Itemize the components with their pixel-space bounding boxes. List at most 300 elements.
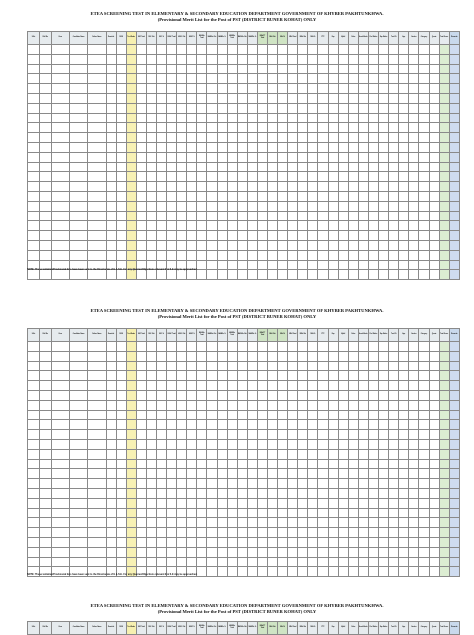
table-cell (409, 231, 419, 241)
table-cell (167, 351, 177, 361)
table-cell (358, 400, 368, 410)
table-cell (419, 430, 429, 440)
table-cell (399, 221, 409, 231)
table-cell (358, 528, 368, 538)
table-cell (449, 84, 459, 94)
table-cell (439, 361, 449, 371)
table-cell (177, 390, 187, 400)
table-cell (439, 142, 449, 152)
table-cell (419, 84, 429, 94)
table-cell (207, 342, 217, 352)
table-cell (126, 172, 136, 182)
table-cell (187, 488, 197, 498)
table-cell (28, 270, 40, 280)
table-cell (278, 74, 288, 84)
table-cell (439, 567, 449, 577)
table-cell (268, 498, 278, 508)
table-cell (51, 240, 69, 250)
table-cell (298, 84, 308, 94)
table-cell (368, 93, 378, 103)
table-cell (39, 400, 51, 410)
table-cell (156, 182, 166, 192)
table-cell (207, 439, 217, 449)
table-cell (439, 211, 449, 221)
table-cell (187, 182, 197, 192)
table-cell (348, 508, 358, 518)
column-header: BEd/CT Total (257, 329, 267, 342)
table-cell (177, 557, 187, 567)
table-cell (358, 93, 368, 103)
table-cell (146, 557, 156, 567)
table-cell (298, 103, 308, 113)
table-cell (69, 231, 87, 241)
table-cell (51, 361, 69, 371)
table-cell (237, 211, 247, 221)
table-cell (116, 133, 126, 143)
table-cell (106, 133, 116, 143)
table-cell (439, 270, 449, 280)
table-cell (116, 547, 126, 557)
table-cell (368, 567, 378, 577)
table-cell (379, 45, 389, 55)
document-title: ETEA SCREENING TEST IN ELEMENTARY & SECONDARY EDUCATION DEPARTMENT GOVERNMENT OF KHYBER PAKHTUNKHWA. (90, 603, 384, 608)
table-cell (217, 381, 227, 391)
table-cell (409, 498, 419, 508)
table-cell (69, 54, 87, 64)
table-cell (69, 469, 87, 479)
table-cell (368, 133, 378, 143)
table-cell (449, 54, 459, 64)
table-cell (136, 64, 146, 74)
table-cell (207, 221, 217, 231)
table-cell (156, 250, 166, 260)
table-cell (429, 430, 439, 440)
column-header: BEd Obt (268, 329, 278, 342)
column-header: BA/BSc % (217, 329, 227, 342)
table-cell (237, 420, 247, 430)
table-row (28, 250, 460, 260)
table-cell (28, 498, 40, 508)
table-cell (399, 260, 409, 270)
table-cell (106, 400, 116, 410)
table-cell (298, 469, 308, 479)
table-cell (207, 557, 217, 567)
table-cell (88, 371, 106, 381)
table-row (28, 74, 460, 84)
table-cell (409, 133, 419, 143)
column-header: Acad Marks (358, 329, 368, 342)
table-cell (328, 103, 338, 113)
table-cell (298, 351, 308, 361)
table-cell (439, 488, 449, 498)
table-cell (409, 488, 419, 498)
table-cell (338, 54, 348, 64)
table-cell (51, 221, 69, 231)
table-cell (28, 342, 40, 352)
table-row (28, 469, 460, 479)
table-cell (368, 64, 378, 74)
table-cell (146, 142, 156, 152)
table-cell (136, 439, 146, 449)
table-cell (379, 361, 389, 371)
table-cell (69, 449, 87, 459)
table-cell (69, 488, 87, 498)
table-cell (207, 54, 217, 64)
table-cell (338, 371, 348, 381)
table-cell (379, 420, 389, 430)
table-cell (389, 231, 399, 241)
table-cell (146, 547, 156, 557)
table-cell (167, 191, 177, 201)
table-cell (288, 240, 298, 250)
table-cell (88, 420, 106, 430)
table-cell (28, 45, 40, 55)
table-cell (328, 459, 338, 469)
table-cell (439, 381, 449, 391)
table-cell (146, 342, 156, 352)
table-cell (257, 537, 267, 547)
table-cell (379, 351, 389, 361)
table-row (28, 123, 460, 133)
table-cell (358, 103, 368, 113)
table-cell (429, 371, 439, 381)
table-cell (368, 557, 378, 567)
table-cell (69, 342, 87, 352)
column-header: SSC Total (136, 329, 146, 342)
column-header: Gender (409, 329, 419, 342)
table-cell (298, 371, 308, 381)
table-cell (28, 547, 40, 557)
table-cell (136, 430, 146, 440)
merit-table (27, 328, 460, 577)
table-cell (146, 133, 156, 143)
table-cell (429, 351, 439, 361)
table-cell (278, 410, 288, 420)
table-cell (51, 410, 69, 420)
table-cell (338, 260, 348, 270)
column-header: Father Name (88, 329, 106, 342)
table-cell (257, 430, 267, 440)
table-cell (348, 240, 358, 250)
table-cell (429, 162, 439, 172)
table-cell (449, 479, 459, 489)
table-cell (88, 240, 106, 250)
table-cell (348, 142, 358, 152)
table-cell (278, 390, 288, 400)
table-cell (227, 528, 237, 538)
table-cell (328, 64, 338, 74)
table-cell (399, 74, 409, 84)
table-cell (368, 201, 378, 211)
table-cell (318, 449, 328, 459)
table-cell (177, 381, 187, 391)
table-cell (106, 45, 116, 55)
table-cell (389, 113, 399, 123)
table-cell (177, 342, 187, 352)
column-header: Gender (409, 622, 419, 635)
table-cell (69, 400, 87, 410)
table-cell (51, 430, 69, 440)
table-cell (69, 201, 87, 211)
table-cell (207, 113, 217, 123)
table-cell (449, 351, 459, 361)
table-cell (167, 142, 177, 152)
table-cell (237, 191, 247, 201)
table-cell (278, 351, 288, 361)
table-cell (288, 508, 298, 518)
table-cell (126, 93, 136, 103)
table-cell (318, 221, 328, 231)
table-cell (146, 518, 156, 528)
table-cell (116, 449, 126, 459)
table-cell (409, 469, 419, 479)
table-cell (429, 361, 439, 371)
table-cell (298, 439, 308, 449)
table-cell (177, 133, 187, 143)
table-cell (187, 528, 197, 538)
table-cell (247, 488, 257, 498)
table-cell (51, 93, 69, 103)
table-cell (348, 231, 358, 241)
table-cell (247, 231, 257, 241)
column-header: Mphil (338, 622, 348, 635)
table-cell (379, 400, 389, 410)
table-cell (257, 54, 267, 64)
table-cell (247, 361, 257, 371)
table-cell (288, 260, 298, 270)
table-cell (126, 508, 136, 518)
table-cell (439, 430, 449, 440)
table-cell (278, 211, 288, 221)
table-cell (69, 528, 87, 538)
table-cell (156, 439, 166, 449)
table-cell (328, 400, 338, 410)
table-cell (318, 469, 328, 479)
column-header: MEd % (308, 32, 318, 45)
table-cell (358, 172, 368, 182)
table-cell (69, 142, 87, 152)
table-cell (28, 74, 40, 84)
merit-table (27, 621, 460, 635)
column-header: Candidate Name (69, 32, 87, 45)
table-cell (288, 93, 298, 103)
table-cell (268, 390, 278, 400)
table-cell (177, 93, 187, 103)
table-cell (419, 498, 429, 508)
table-cell (217, 152, 227, 162)
table-cell (399, 93, 409, 103)
table-cell (268, 182, 278, 192)
table-cell (439, 74, 449, 84)
table-cell (379, 182, 389, 192)
table-cell (106, 381, 116, 391)
table-cell (328, 231, 338, 241)
table-cell (318, 113, 328, 123)
table-cell (146, 231, 156, 241)
table-cell (368, 45, 378, 55)
table-cell (207, 390, 217, 400)
table-cell (207, 133, 217, 143)
table-cell (419, 547, 429, 557)
table-row (28, 201, 460, 211)
table-cell (227, 439, 237, 449)
table-cell (187, 74, 197, 84)
table-cell (419, 74, 429, 84)
table-cell (257, 231, 267, 241)
table-cell (197, 211, 207, 221)
table-cell (146, 64, 156, 74)
table-cell (247, 498, 257, 508)
table-cell (298, 410, 308, 420)
table-cell (227, 54, 237, 64)
table-cell (88, 557, 106, 567)
table-cell (51, 400, 69, 410)
table-cell (338, 270, 348, 280)
table-cell (288, 45, 298, 55)
table-cell (106, 182, 116, 192)
table-cell (126, 123, 136, 133)
table-cell (156, 74, 166, 84)
table-cell (278, 381, 288, 391)
table-cell (278, 479, 288, 489)
table-cell (217, 201, 227, 211)
table-cell (227, 371, 237, 381)
table-cell (237, 557, 247, 567)
column-header: Age (399, 622, 409, 635)
table-cell (268, 93, 278, 103)
table-cell (207, 410, 217, 420)
table-cell (207, 351, 217, 361)
table-cell (116, 123, 126, 133)
table-row (28, 449, 460, 459)
table-cell (69, 351, 87, 361)
table-cell (39, 508, 51, 518)
column-header: BEd/CT Total (257, 32, 267, 45)
table-cell (298, 201, 308, 211)
table-cell (338, 123, 348, 133)
column-header: Roll No (39, 329, 51, 342)
table-cell (308, 201, 318, 211)
table-cell (136, 250, 146, 260)
table-cell (278, 162, 288, 172)
table-cell (429, 54, 439, 64)
table-row (28, 498, 460, 508)
table-cell (368, 103, 378, 113)
table-cell (187, 93, 197, 103)
table-cell (288, 113, 298, 123)
table-cell (419, 172, 429, 182)
table-cell (247, 64, 257, 74)
table-cell (28, 231, 40, 241)
table-cell (318, 260, 328, 270)
table-cell (247, 567, 257, 577)
table-cell (257, 459, 267, 469)
table-cell (348, 459, 358, 469)
table-cell (167, 488, 177, 498)
table-cell (399, 103, 409, 113)
table-cell (348, 191, 358, 201)
table-cell (449, 93, 459, 103)
table-cell (419, 400, 429, 410)
column-header: Test Wt (389, 622, 399, 635)
table-cell (39, 152, 51, 162)
table-cell (449, 390, 459, 400)
table-cell (136, 162, 146, 172)
table-cell (177, 371, 187, 381)
table-cell (177, 400, 187, 410)
table-cell (207, 250, 217, 260)
table-cell (156, 469, 166, 479)
table-cell (358, 182, 368, 192)
table-cell (328, 162, 338, 172)
table-cell (136, 231, 146, 241)
table-cell (318, 182, 328, 192)
table-cell (318, 430, 328, 440)
table-cell (217, 142, 227, 152)
table-cell (328, 557, 338, 567)
table-cell (257, 410, 267, 420)
table-cell (126, 64, 136, 74)
table-cell (409, 270, 419, 280)
table-cell (449, 142, 459, 152)
table-cell (298, 240, 308, 250)
table-cell (278, 172, 288, 182)
table-cell (126, 439, 136, 449)
table-cell (167, 201, 177, 211)
table-cell (318, 84, 328, 94)
table-cell (257, 557, 267, 567)
table-cell (429, 528, 439, 538)
table-cell (449, 201, 459, 211)
table-cell (379, 270, 389, 280)
column-header: SSC % (156, 622, 166, 635)
table-cell (177, 191, 187, 201)
table-cell (106, 211, 116, 221)
table-cell (399, 459, 409, 469)
table-cell (197, 172, 207, 182)
table-cell (69, 498, 87, 508)
table-cell (257, 361, 267, 371)
column-header: Quota (429, 329, 439, 342)
table-cell (409, 142, 419, 152)
table-cell (237, 74, 247, 84)
table-cell (39, 211, 51, 221)
table-cell (278, 449, 288, 459)
table-cell (318, 152, 328, 162)
table-cell (358, 557, 368, 567)
column-header: MA/MSc Obt (237, 622, 247, 635)
column-header: Roll No (39, 32, 51, 45)
table-cell (146, 361, 156, 371)
table-cell (167, 459, 177, 469)
table-cell (257, 113, 267, 123)
table-cell (288, 123, 298, 133)
table-cell (449, 240, 459, 250)
table-cell (69, 74, 87, 84)
table-cell (318, 103, 328, 113)
table-cell (288, 528, 298, 538)
table-cell (409, 240, 419, 250)
table-cell (449, 537, 459, 547)
table-cell (419, 201, 429, 211)
table-cell (39, 113, 51, 123)
table-cell (449, 508, 459, 518)
table-cell (389, 479, 399, 489)
table-cell (278, 103, 288, 113)
table-cell (399, 172, 409, 182)
table-row (28, 371, 460, 381)
table-cell (156, 133, 166, 143)
